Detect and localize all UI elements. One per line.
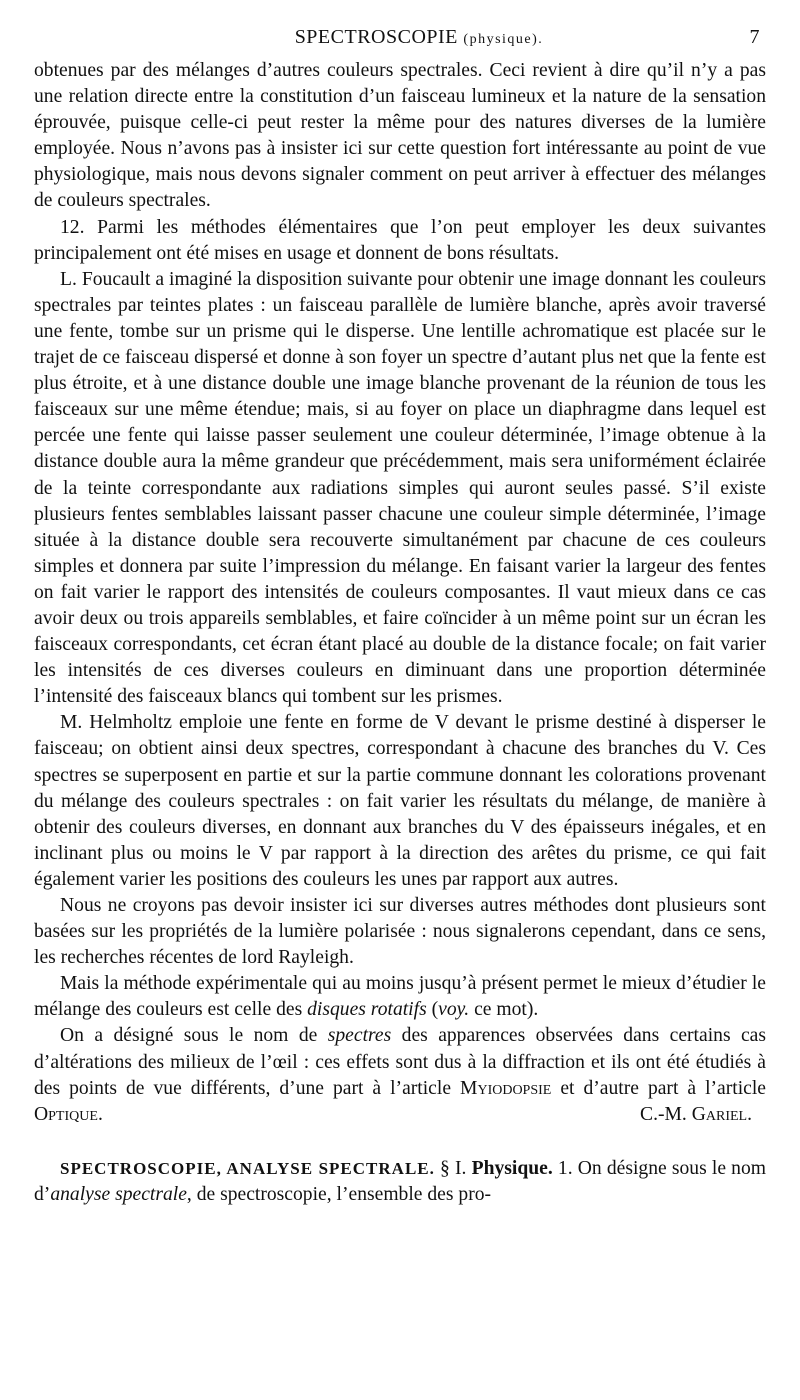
header-title: SPECTROSCOPIE (294, 26, 458, 48)
paragraph-4: M. Helmholtz emploie une fente en forme de V devant le prisme destiné à disperser le faisceau; on obtient ainsi deux spectres, correspondant à chacune des branches du V. Ces spectres se superposent en partie et sur la partie commune donnant les colorations provenant du mélange des couleurs spectrales : on fait varier les résultats du mélange, de manière à obtenir des couleurs diverses, en donnant aux branches du V des épaisseurs inégales, et en inclinant plus ou moins le V par rapport à la direction des arêtes du prisme, ce qui fait également varier les positions des couleurs les unes par rapport aux autres. (34, 712, 766, 890)
paragraph-5: Nous ne croyons pas devoir insister ici sur diverses autres méthodes dont plusieurs sont basées sur les propriétés de la lumière polarisée : nous signalerons cependant, dans ce sens, les recherches récentes de lord Rayleigh. (34, 895, 766, 969)
p6-italic-disques: disques rotatifs (307, 999, 427, 1021)
new-article-text-after: , de spectroscopie, l’ensemble des pro- (186, 1183, 492, 1205)
p7-text-after: des apparences observées dans certains cas d’altérations des milieux de l’œil : ces effets sont dus à la diffraction et ils ont été étudiés à des points de vue différents, d’une part à l’article (34, 1025, 767, 1099)
paragraph-3: L. Foucault a imaginé la disposition suivante pour obtenir une image donnant les couleurs spectrales par teintes plates : un faisceau parallèle de lumière blanche, après avoir traversé une fente, tombe sur un prisme qui le disperse. Une lentille achromatique est placée sur le trajet de ce faisceau dispersé et donne à son foyer un spectre d’autant plus net que la fente est plus étroite, et à une distance double une image blanche provenant de la réunion de tous les faisceaux sur une même étendue; mais, si au foyer on place un diaphragme dans lequel est percée une fente qui laisse passer seulement une couleur déterminée, l’image obtenue à la distance double aura la même grandeur que précédemment, mais sera uniformément éclairée de la teinte correspondante aux radiations simples qui auront seules passé. S’il existe plusieurs fentes semblables laissant passer chacune une couleur simple déterminée, l’image située à la distance double sera recouverte simultanément par chacune de ces couleurs simples et donnera par suite l’impression du mélange. En faisant varier la largeur des fentes on fait varier le rapport des intensités de couleurs composantes. Il vaut mieux dans ce cas avoir deux ou trois appareils semblables, et faire coïncider à un même point sur un écran les faisceaux correspondants, cet écran étant placé au double de la distance focale; on fait varier les intensités de ces diverses couleurs en diminuant dans une proportion déterminée l’intensité des faisceaux blancs qui tombent sur les prismes. (34, 268, 766, 708)
p6-italic-voy: voy. (438, 999, 470, 1021)
section-mark: § I. (440, 1157, 467, 1179)
paragraph-6 (34, 971, 766, 1023)
page-number: 7 (749, 26, 760, 48)
running-head (34, 26, 766, 58)
header-qualifier: (physique). (463, 32, 544, 47)
new-article-headword: SPECTROSCOPIE, ANALYSE SPECTRALE. (60, 1158, 435, 1178)
paragraph-7 (34, 1023, 766, 1127)
page (34, 26, 766, 1208)
p6-text-after: ce mot). (474, 999, 539, 1021)
new-article-italic: analyse spectrale (50, 1183, 187, 1205)
new-article-entry (34, 1156, 766, 1208)
p7-text-mid: et d’autre part à l’article (560, 1077, 766, 1099)
paragraph-2: 12. Parmi les méthodes élémentaires que l’on peut employer les deux suivantes principalement ont été mises en usage et donnent de bons résultats. (34, 216, 766, 264)
running-head-title (295, 26, 544, 49)
article-body (34, 58, 766, 1208)
p6-text-before: Mais la méthode expérimentale qui au moins jusqu’à présent permet le mieux d’étudier le mélange des couleurs est celle des (34, 973, 766, 1021)
p7-ref-optique: Optique (34, 1103, 98, 1125)
p7-text-before: On a désigné sous le nom de (60, 1025, 318, 1047)
new-article-text-before: 1. On désigne sous le nom d’ (34, 1157, 767, 1205)
paragraph-1: obtenues par des mélanges d’autres couleurs spectrales. Ceci revient à dire qu’il n’y a pas une relation directe entre la constitution d’un faisceau lumineux et la nature de la sensation éprouvée, puisque celle-ci peut rester la même pour des natures diverses de la lumière employée. Nous n’avons pas à insister ici sur cette question fort intéressante au point de vue physiologique, mais nous devons signaler comment on peut arriver à effectuer des mélanges de couleurs spectrales. (34, 60, 766, 212)
author-signature: C.-M. Gariel. (640, 1103, 752, 1125)
p7-text-end: . (97, 1103, 103, 1125)
section-title: Physique. (471, 1157, 553, 1179)
p7-ref-myiodopsie: Myiodopsie (460, 1077, 552, 1099)
p7-italic-spectres: spectres (327, 1025, 392, 1047)
p6-paren: ( (431, 999, 439, 1021)
